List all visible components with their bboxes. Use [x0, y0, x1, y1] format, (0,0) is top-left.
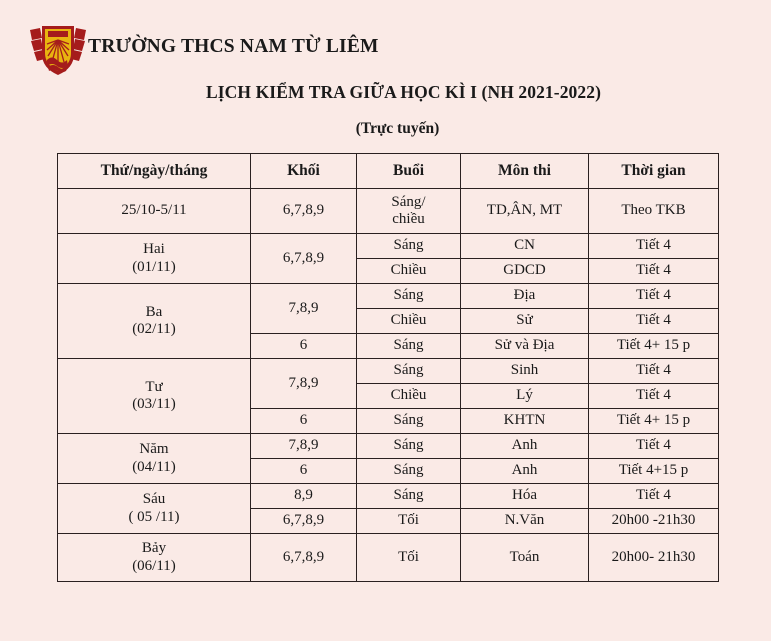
cell-time: 20h00- 21h30 — [589, 534, 719, 582]
school-name: TRƯỜNG THCS NAM TỪ LIÊM — [88, 36, 379, 57]
cell-time: Tiết 4 — [589, 234, 719, 259]
cell-subject: Anh — [461, 459, 589, 484]
cell-grade: 8,9 — [251, 484, 357, 509]
cell-day: Bảy (06/11) — [58, 534, 251, 582]
cell-day: Hai (01/11) — [58, 234, 251, 284]
cell-session: Sáng — [357, 484, 461, 509]
cell-day: 25/10-5/11 — [58, 189, 251, 234]
cell-subject: Sử — [461, 309, 589, 334]
school-identity-line — [28, 20, 728, 80]
table-row — [58, 534, 719, 582]
page-title: LỊCH KIỂM TRA GIỮA HỌC KÌ I (NH 2021-2022) — [205, 82, 602, 102]
cell-session: Sáng — [357, 359, 461, 384]
cell-time: Tiết 4 — [589, 259, 719, 284]
school-shield-emblem-icon — [28, 20, 88, 78]
exam-schedule-table — [57, 153, 719, 582]
cell-subject: N.Văn — [461, 509, 589, 534]
cell-time: 20h00 -21h30 — [589, 509, 719, 534]
cell-session: Sáng — [357, 284, 461, 309]
table-row — [58, 234, 719, 259]
cell-session: Sáng — [357, 409, 461, 434]
cell-subject: GDCD — [461, 259, 589, 284]
cell-subject: KHTN — [461, 409, 589, 434]
cell-time: Tiết 4 — [589, 309, 719, 334]
cell-grade: 7,8,9 — [251, 434, 357, 459]
cell-time: Tiết 4+ 15 p — [589, 409, 719, 434]
cell-time: Tiết 4 — [589, 484, 719, 509]
cell-session: Tối — [357, 534, 461, 582]
cell-session: Tối — [357, 509, 461, 534]
cell-grade: 6,7,8,9 — [251, 189, 357, 234]
cell-grade: 6 — [251, 409, 357, 434]
cell-subject: Anh — [461, 434, 589, 459]
cell-session: Sáng — [357, 459, 461, 484]
cell-session: Chiều — [357, 384, 461, 409]
table-row — [58, 189, 719, 234]
cell-session: Sáng — [357, 334, 461, 359]
exam-schedule-table-wrapper — [57, 153, 718, 582]
cell-subject: Hóa — [461, 484, 589, 509]
cell-session: Sáng — [357, 234, 461, 259]
cell-day: Sáu ( 05 /11) — [58, 484, 251, 534]
table-row — [58, 284, 719, 309]
cell-session: Chiều — [357, 309, 461, 334]
cell-grade: 6 — [251, 459, 357, 484]
cell-time: Tiết 4 — [589, 359, 719, 384]
cell-grade: 6,7,8,9 — [251, 509, 357, 534]
cell-day: Tư (03/11) — [58, 359, 251, 434]
cell-subject: Lý — [461, 384, 589, 409]
cell-subject: CN — [461, 234, 589, 259]
table-body — [58, 189, 719, 582]
cell-subject: Sinh — [461, 359, 589, 384]
column-header-grade: Khối — [251, 154, 357, 189]
column-header-session: Buổi — [357, 154, 461, 189]
cell-session: Chiều — [357, 259, 461, 284]
table-row — [58, 359, 719, 384]
table-row — [58, 484, 719, 509]
cell-time: Tiết 4+15 p — [589, 459, 719, 484]
cell-time: Theo TKB — [589, 189, 719, 234]
cell-subject: Sử và Địa — [461, 334, 589, 359]
cell-session: Sáng/ chiều — [357, 189, 461, 234]
cell-day: Năm (04/11) — [58, 434, 251, 484]
page-subtitle: (Trực tuyến) — [355, 120, 440, 137]
cell-session: Sáng — [357, 434, 461, 459]
cell-grade: 7,8,9 — [251, 284, 357, 334]
cell-grade: 6,7,8,9 — [251, 534, 357, 582]
cell-time: Tiết 4 — [589, 384, 719, 409]
cell-time: Tiết 4 — [589, 284, 719, 309]
table-row — [58, 434, 719, 459]
table-header-row — [58, 154, 719, 189]
cell-subject: Toán — [461, 534, 589, 582]
table-header — [58, 154, 719, 189]
column-header-time: Thời gian — [589, 154, 719, 189]
cell-time: Tiết 4 — [589, 434, 719, 459]
cell-grade: 7,8,9 — [251, 359, 357, 409]
column-header-subject: Môn thi — [461, 154, 589, 189]
cell-time: Tiết 4+ 15 p — [589, 334, 719, 359]
cell-subject: Địa — [461, 284, 589, 309]
cell-grade: 6 — [251, 334, 357, 359]
cell-grade: 6,7,8,9 — [251, 234, 357, 284]
cell-day: Ba (02/11) — [58, 284, 251, 359]
column-header-day: Thứ/ngày/tháng — [58, 154, 251, 189]
cell-subject: TD,ÂN, MT — [461, 189, 589, 234]
